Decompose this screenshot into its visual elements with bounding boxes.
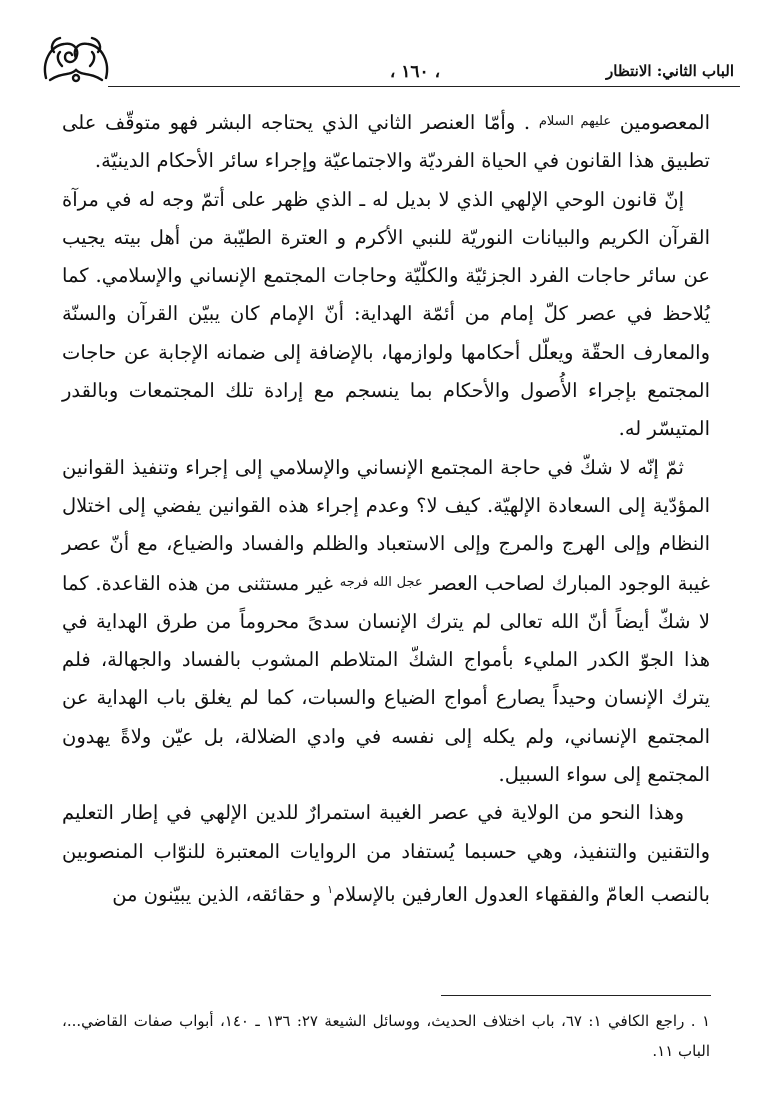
page-header (40, 32, 740, 90)
honorific-symbol: عجل الله فرجه (339, 574, 423, 590)
paragraph-4-text-before: وهذا النحو من الولاية في عصر الغيبة استمرارٌ للدين الإلهي في إطار التعليم والتقنين والتنفيذ، وهي حسبما يُستفاد من الروايات المعتبرة للنوّاب المنصوبين بالنصب العامّ والفقهاء العدول العارفين بالإسلام (62, 801, 710, 906)
footnote-reference[interactable]: ١ (327, 882, 334, 896)
paragraph-1 (62, 103, 710, 181)
page-number: ، ١٦٠ ، (389, 62, 441, 82)
paragraph-1-text-after: . وأمّا العنصر الثاني الذي يحتاجه البشر فهو متوقّف على تطبيق هذا القانون في الحياة الفرديّة والاجتماعيّة وإجراء سائر الأحكام الدينيّة. (62, 111, 710, 173)
footnote-divider (441, 995, 711, 996)
paragraph-4-text-after: و حقائقه، الذين يبيّنون من (112, 882, 321, 906)
paragraph-3-text-after: غير مستثنى من هذه القاعدة. كما لا شكّ أيضاً أنّ الله تعالى لم يترك الإنسان سدىً محروماً من طرق الهداية في هذا الجوّ الكدر المليء بأمواج الشكّ المتلاطم المشوب بالفساد والجهالة، فلم يترك الإنسان وحيداً يصارع أمواج الضياع والسبات، كما لم يغلق باب الهداية عن المجتمع الإنساني، ولم يكله إلى نفسه في وادي الضلالة، بل عيّن ولاةً يهدون المجتمع إلى سواء السبيل. (62, 571, 710, 787)
footnote: ١ . راجع الكافي ١: ٦٧، باب اختلاف الحديث، ووسائل الشيعة ٢٧: ١٣٦ ـ ١٤٠، أبواب صفات القاضي...، الباب ١١. (62, 1012, 710, 1060)
paragraph-2: إنّ قانون الوحي الإلهي الذي لا بديل له ـ الذي ظهر على أتمّ وجه له في مرآة القرآن الكريم والبيانات النوريّة للنبي الأكرم و العترة الطيّبة من أهل بيته يجيب عن سائر حاجات الفرد الجزئيّة والكلّيّة وحاجات المجتمع الإنساني والإسلامي. كما يُلاحظ في عصر كلّ إمام من أئمّة الهداية: أنّ الإمام كان يبيّن القرآن والسنّة والمعارف الحقّة ويعلّل أحكامها ولوازمها، بالإضافة إلى ضمانه الإجابة عن حاجات المجتمع بإجراء الأُصول والأحكام بما ينسجم مع إرادة تلك المجتمعات وبالقدر المتيسّر له. (62, 187, 710, 441)
paragraph-3-text-before: ثمّ إنّه لا شكّ في حاجة المجتمع الإنساني والإسلامي إلى إجراء وتنفيذ القوانين المؤدّية إلى السعادة الإلهيّة. كيف لا؟ وعدم إجراء هذه القوانين يفضي إلى اختلال النظام وإلى الهرج والمرج وإلى الاستعباد والظلم والفساد والضياع، مع أنّ عصر غيبة الوجود المبارك لصاحب العصر (62, 455, 711, 595)
running-title: الباب الثاني: الانتظار (606, 62, 734, 80)
paragraph-1-text-before: المعصومين (619, 111, 710, 134)
header-divider (108, 86, 740, 87)
body-text (62, 103, 710, 914)
paragraph-3 (62, 449, 710, 795)
honorific-symbol: عليهم السلام (538, 114, 612, 129)
ornament-icon (40, 32, 112, 86)
paragraph-4 (62, 794, 710, 914)
